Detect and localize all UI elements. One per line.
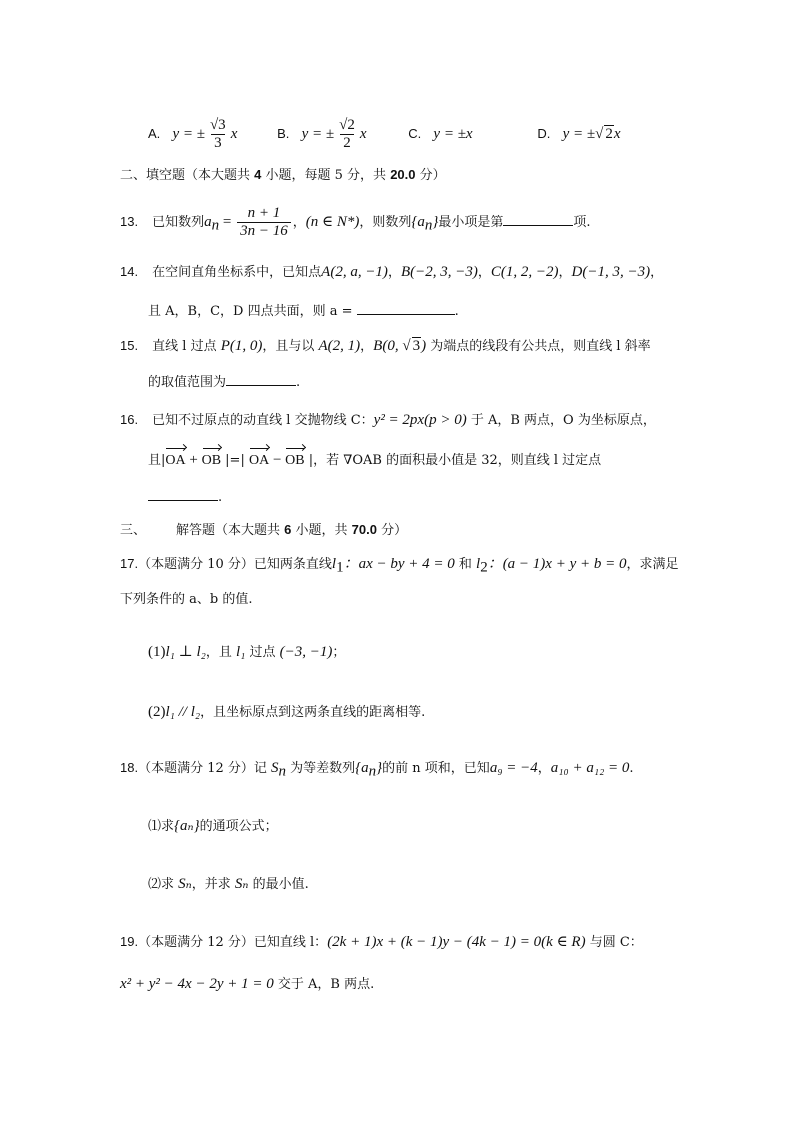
question-14-cont: 且 A，B，C，D 四点共面，则 a = . — [148, 300, 459, 322]
answer-blank-14[interactable] — [357, 300, 455, 315]
vector-oa-2: OA — [249, 451, 269, 471]
vector-oa: OA — [165, 451, 185, 471]
question-15-cont: 的取值范围为 . — [148, 371, 300, 393]
section-2-heading: 二、填空题（本大题共 4 小题，每题 5 分，共 20.0 分） — [120, 167, 446, 183]
question-18: 18.（本题满分 12 分）记 $S_n$ 为等差数列$\{a_n\}$的前 n 项和，已知a₉ = −4，a₁₀ + a₁₂ = 0. — [120, 760, 634, 780]
q12-choices — [148, 117, 620, 152]
question-18-part-1: ⑴求{aₙ}的通项公式； — [148, 818, 278, 834]
choice-d[interactable]: D. y = ±√ 2x — [537, 126, 621, 142]
question-16-cont: 且|OA + OB |=| OA − OB |，若 ∇OAB 的面积最小值是 32，则直线 l 过定点 — [148, 450, 601, 471]
question-14: 14. 在空间直角坐标系中，已知点A(2, a, −1)，B(−2, 3, −3)，C(1, 2, −2)，D(−1, 3, −3)， — [120, 264, 664, 280]
choice-b[interactable]: B. y = ± $\frac{√2}{2}$ x — [277, 117, 367, 151]
choice-a[interactable]: A. y = ± $\frac{√3}{3}$ x — [148, 117, 238, 151]
question-16-blank: . — [148, 486, 222, 508]
answer-blank-16[interactable] — [148, 486, 218, 501]
question-17-cont: 下列条件的 a、b 的值. — [120, 592, 253, 607]
choice-c[interactable]: C. y = ±x — [408, 126, 473, 142]
question-19-cont: x² + y² − 4x − 2y + 1 = 0 交于 A，B 两点. — [120, 976, 375, 992]
question-17: 17.（本题满分 10 分）已知两条直线$l_1$：ax − by + 4 = 0 和 $l_2$：(a − 1)x + y + b = 0，求满足 — [120, 556, 679, 576]
section-3-heading: 三、 解答题（本大题共 6 小题，共 70.0 分） — [120, 522, 408, 538]
question-17-part-2: (2)l₁ // l₂，且坐标原点到这两条直线的距离相等. — [148, 704, 426, 720]
answer-blank-15[interactable] — [226, 371, 296, 386]
vector-ob: OB — [202, 451, 221, 471]
question-17-part-1: (1)l₁ ⊥ l₂，且 l₁ 过点 (−3, −1)； — [148, 644, 346, 660]
question-18-part-2: ⑵求 Sₙ，并求 Sₙ 的最小值. — [148, 876, 309, 892]
question-15: 15. 直线 l 过点 P(1, 0)，且与以 A(2, 1)，B(0, √ 3) 为端点的线段有公共点，则直线 l 斜率 — [120, 338, 651, 354]
vector-ob-2: OB — [285, 451, 304, 471]
answer-blank-13[interactable] — [503, 211, 573, 226]
question-19: 19.（本题满分 12 分）已知直线 l：(2k + 1)x + (k − 1)y − (4k − 1) = 0(k ∈ R) 与圆 C： — [120, 934, 643, 950]
question-13: 13. 已知数列$a_n$ = $\frac{n + 1}{3n - 16}$ ，(n ∈ N*)，则数列$\{a_n\}$最小项是第 项. — [120, 205, 591, 239]
question-16: 16. 已知不过原点的动直线 l 交抛物线 C：y² = 2px(p > 0) 于 A，B 两点，O 为坐标原点， — [120, 412, 656, 428]
